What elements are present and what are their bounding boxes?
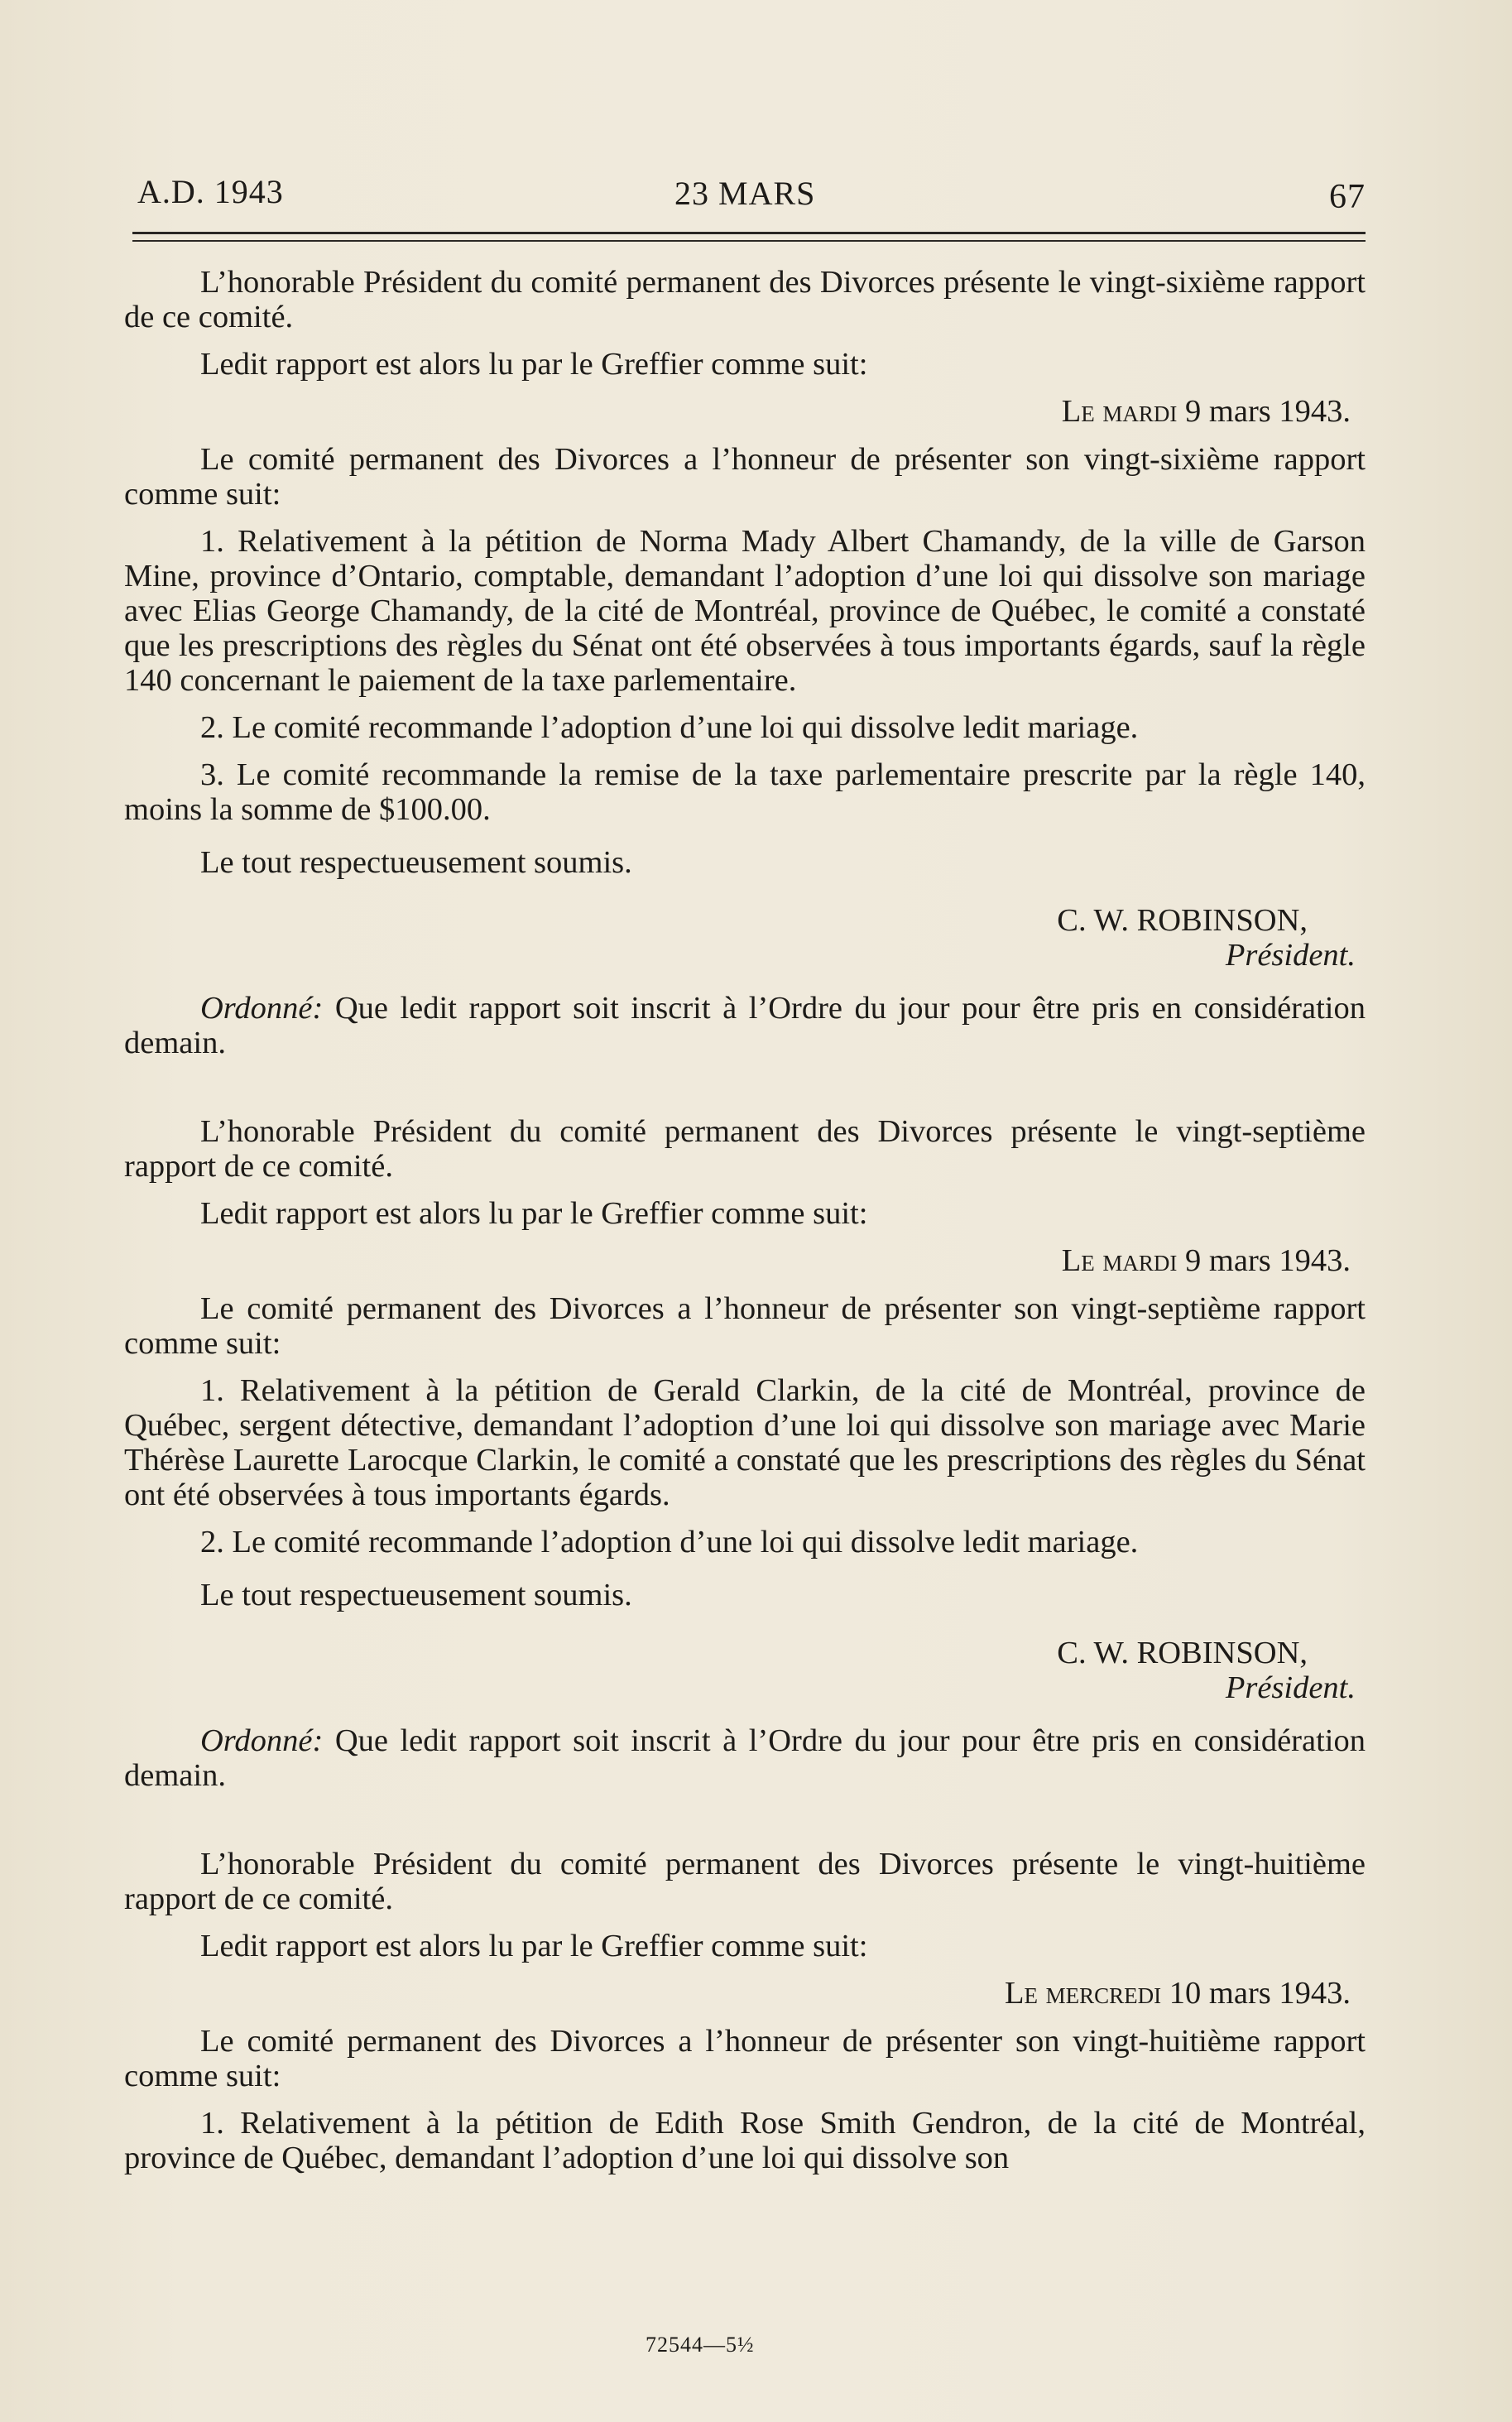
report-26 (124, 265, 1366, 1060)
ordered-text: Que ledit rapport soit inscrit à l’Ordre du jour pour être pris en considération demain. (124, 991, 1366, 1060)
report-opening: Le comité permanent des Divorces a l’honneur de présenter son vingt-huitième rapport comme suit: (124, 2024, 1366, 2093)
ordered-label: Ordonné: (200, 1723, 324, 1758)
section-gap (124, 1073, 1366, 1114)
ordered-paragraph (124, 1723, 1366, 1793)
report-item: 3. Le comité recommande la remise de la taxe parlementaire prescrite par la règle 140, moins la somme de $100.00. (124, 757, 1366, 827)
report-28 (124, 1847, 1366, 2175)
report-item: 2. Le comité recommande l’adoption d’une loi qui dissolve ledit mariage. (200, 710, 1139, 745)
report-intro: L’honorable Président du comité permanent des Divorces présente le vingt-septième rapport de ce comité. (124, 1114, 1366, 1184)
report-date-rest: 9 mars 1943. (1185, 1243, 1351, 1278)
report-item: 2. Le comité recommande l’adoption d’une loi qui dissolve ledit mariage. (200, 1525, 1139, 1559)
report-intro: L’honorable Président du comité permanent des Divorces présente le vingt-huitième rapport de ce comité. (124, 1847, 1366, 1916)
ordered-paragraph (124, 991, 1366, 1060)
report-item: 1. Relativement à la pétition de Edith Rose Smith Gendron, de la cité de Montréal, province de Québec, demandant l’adoption d’une loi qui dissolve son (124, 2106, 1366, 2175)
signature-title: Président. (1225, 1670, 1356, 1705)
ordered-text: Que ledit rapport soit inscrit à l’Ordre du jour pour être pris en considération demain. (124, 1723, 1366, 1793)
signature-title: Président. (1225, 938, 1356, 973)
report-date (124, 1976, 1351, 2011)
report-closing: Le tout respectueusement soumis. (200, 845, 632, 880)
report-opening: Le comité permanent des Divorces a l’honneur de présenter son vingt-sixième rapport comme suit: (124, 442, 1366, 512)
page-number: 67 (1329, 178, 1366, 216)
report-item: 1. Relativement à la pétition de Norma Mady Albert Chamandy, de la ville de Garson Mine, province d’Ontario, comptable, demandant l’adoption d’une loi qui dissolve son mariage avec Elias George Chamandy, de la cité de Montréal, province de Québec, le comité a constaté que les prescriptions des règles du Sénat ont été observées à tous importants égards, sauf la règle 140 concernant le paiement de la taxe parlementaire. (124, 524, 1366, 698)
report-27 (124, 1114, 1366, 1793)
report-date-day: Le mardi (1061, 394, 1178, 429)
header-date: 23 MARS (674, 175, 816, 212)
report-item: 1. Relativement à la pétition de Gerald Clarkin, de la cité de Montréal, province de Québec, sergent détective, demandant l’adoption d’une loi qui dissolve son mariage avec Marie Thérèse Laurette Larocque Clarkin, le comité a constaté que les prescriptions des règles du Sénat ont été observées à tous importants égards. (124, 1373, 1366, 1512)
report-date-day: Le mardi (1061, 1243, 1178, 1278)
footer-folio: 72544—5½ (646, 2333, 755, 2357)
report-read-line: Ledit rapport est alors lu par le Greffier comme suit: (200, 1196, 868, 1231)
report-closing: Le tout respectueusement soumis. (200, 1578, 632, 1612)
header-year: A.D. 1943 (137, 173, 284, 210)
signature-name: C. W. ROBINSON, (1057, 1636, 1308, 1670)
running-header (132, 166, 1366, 215)
report-read-line: Ledit rapport est alors lu par le Greffier comme suit: (200, 1929, 868, 1963)
header-rule-thick (132, 232, 1366, 234)
ordered-label: Ordonné: (200, 991, 324, 1026)
report-date-day: Le mercredi (1005, 1976, 1162, 2011)
section-gap (124, 1805, 1366, 1847)
report-date (124, 1243, 1351, 1278)
report-date-rest: 9 mars 1943. (1185, 394, 1351, 429)
report-opening: Le comité permanent des Divorces a l’honneur de présenter son vingt-septième rapport comme suit: (124, 1291, 1366, 1361)
report-date (124, 394, 1351, 429)
page-body (124, 265, 1366, 2188)
report-intro: L’honorable Président du comité permanent des Divorces présente le vingt-sixième rapport de ce comité. (124, 265, 1366, 334)
report-read-line: Ledit rapport est alors lu par le Greffier comme suit: (200, 347, 868, 382)
header-rule-thin (132, 240, 1366, 242)
report-date-rest: 10 mars 1943. (1169, 1976, 1351, 2011)
signature-name: C. W. ROBINSON, (1057, 903, 1308, 938)
